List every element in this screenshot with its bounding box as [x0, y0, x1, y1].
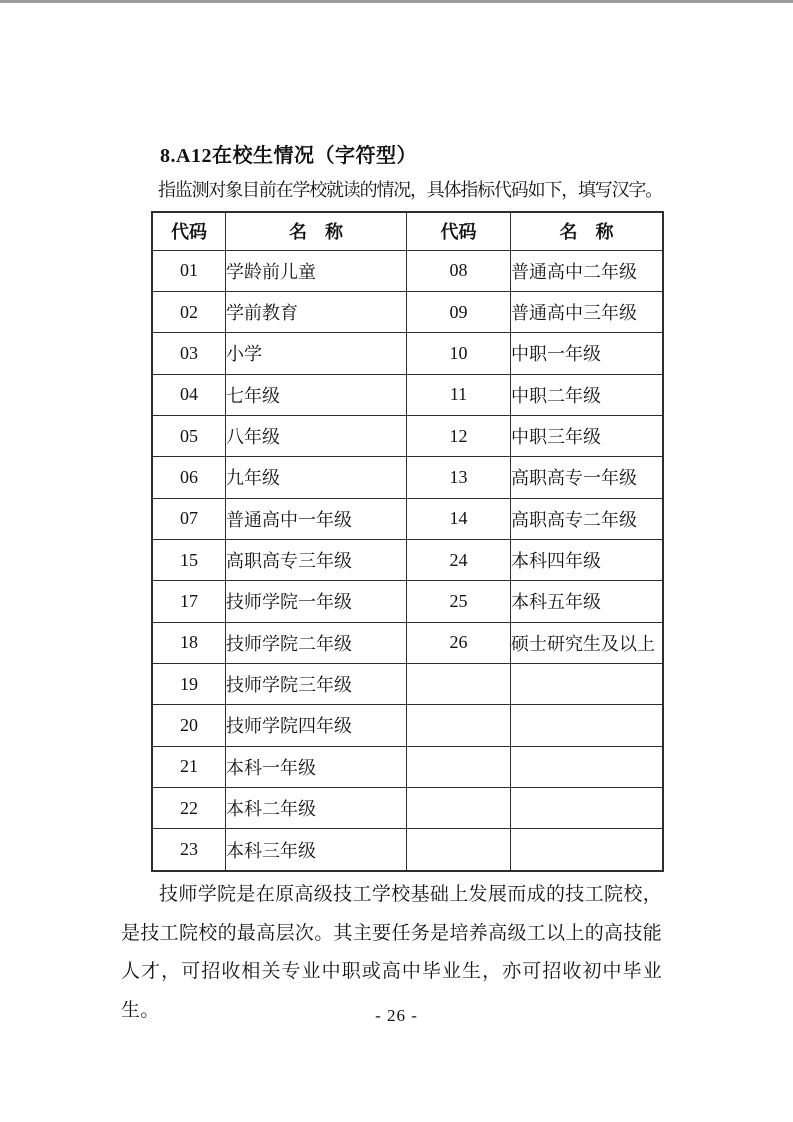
code-cell: 20 — [152, 705, 226, 746]
name-cell: 本科四年级 — [511, 539, 664, 580]
name-cell: 高职高专二年级 — [511, 498, 664, 539]
table-row — [152, 374, 663, 415]
name-cell: 技师学院三年级 — [226, 663, 407, 704]
column-header-code-left: 代码 — [152, 212, 226, 250]
name-cell — [511, 787, 664, 828]
name-cell — [511, 829, 664, 871]
name-cell: 技师学院一年级 — [226, 581, 407, 622]
name-cell: 本科三年级 — [226, 829, 407, 871]
name-cell: 七年级 — [226, 374, 407, 415]
code-cell: 19 — [152, 663, 226, 704]
code-cell: 09 — [407, 291, 511, 332]
name-cell: 普通高中二年级 — [511, 250, 664, 291]
code-table — [151, 211, 664, 872]
name-cell: 本科五年级 — [511, 581, 664, 622]
name-cell: 中职二年级 — [511, 374, 664, 415]
note-paragraph: 技师学院是在原高级技工学校基础上发展而成的技工院校，是技工院校的最高层次。其主要任务是培养高级工以上的高技能人才，可招收相关专业中职或高中毕业生，亦可招收初中毕业生。 — [121, 884, 662, 1021]
table-row — [152, 457, 663, 498]
code-cell: 04 — [152, 374, 226, 415]
code-cell: 14 — [407, 498, 511, 539]
name-cell: 中职一年级 — [511, 333, 664, 374]
code-cell: 22 — [152, 787, 226, 828]
code-cell — [407, 787, 511, 828]
code-cell: 18 — [152, 622, 226, 663]
intro-paragraph: 指监测对象目前在学校就读的情况，具体指标代码如下，填写汉字。 — [158, 180, 662, 200]
page-top-divider — [0, 0, 793, 3]
column-header-code-right: 代码 — [407, 212, 511, 250]
name-cell: 高职高专一年级 — [511, 457, 664, 498]
code-table-body — [152, 250, 663, 871]
table-row — [152, 746, 663, 787]
code-cell — [407, 663, 511, 704]
name-cell — [511, 705, 664, 746]
name-cell: 高职高专三年级 — [226, 539, 407, 580]
name-cell: 九年级 — [226, 457, 407, 498]
page-number: - 26 - — [375, 1006, 418, 1025]
code-cell — [407, 829, 511, 871]
table-row — [152, 539, 663, 580]
code-cell: 25 — [407, 581, 511, 622]
code-cell: 01 — [152, 250, 226, 291]
code-table-head — [152, 212, 663, 250]
table-row — [152, 291, 663, 332]
name-cell: 技师学院四年级 — [226, 705, 407, 746]
table-header-row — [152, 212, 663, 250]
section-title: 8.A12在校生情况（字符型） — [160, 145, 417, 167]
name-cell: 八年级 — [226, 415, 407, 456]
code-cell — [407, 746, 511, 787]
code-cell: 03 — [152, 333, 226, 374]
code-cell: 08 — [407, 250, 511, 291]
table-row — [152, 663, 663, 704]
name-cell: 普通高中一年级 — [226, 498, 407, 539]
name-cell: 普通高中三年级 — [511, 291, 664, 332]
code-cell: 15 — [152, 539, 226, 580]
code-cell: 21 — [152, 746, 226, 787]
table-row — [152, 415, 663, 456]
code-cell: 13 — [407, 457, 511, 498]
code-cell: 06 — [152, 457, 226, 498]
code-cell: 07 — [152, 498, 226, 539]
name-cell — [511, 746, 664, 787]
column-header-name-right: 名 称 — [511, 212, 664, 250]
code-cell: 17 — [152, 581, 226, 622]
code-cell: 10 — [407, 333, 511, 374]
name-cell: 学龄前儿童 — [226, 250, 407, 291]
table-row — [152, 498, 663, 539]
table-row — [152, 622, 663, 663]
name-cell: 技师学院二年级 — [226, 622, 407, 663]
code-cell: 12 — [407, 415, 511, 456]
name-cell: 本科二年级 — [226, 787, 407, 828]
table-row — [152, 333, 663, 374]
name-cell: 小学 — [226, 333, 407, 374]
name-cell: 学前教育 — [226, 291, 407, 332]
name-cell: 本科一年级 — [226, 746, 407, 787]
table-row — [152, 250, 663, 291]
code-cell — [407, 705, 511, 746]
table-row — [152, 581, 663, 622]
code-cell: 26 — [407, 622, 511, 663]
name-cell: 硕士研究生及以上 — [511, 622, 664, 663]
table-row — [152, 787, 663, 828]
table-row — [152, 705, 663, 746]
name-cell: 中职三年级 — [511, 415, 664, 456]
code-cell: 02 — [152, 291, 226, 332]
code-cell: 05 — [152, 415, 226, 456]
name-cell — [511, 663, 664, 704]
code-cell: 24 — [407, 539, 511, 580]
table-row — [152, 829, 663, 871]
code-cell: 23 — [152, 829, 226, 871]
code-cell: 11 — [407, 374, 511, 415]
column-header-name-left: 名 称 — [226, 212, 407, 250]
